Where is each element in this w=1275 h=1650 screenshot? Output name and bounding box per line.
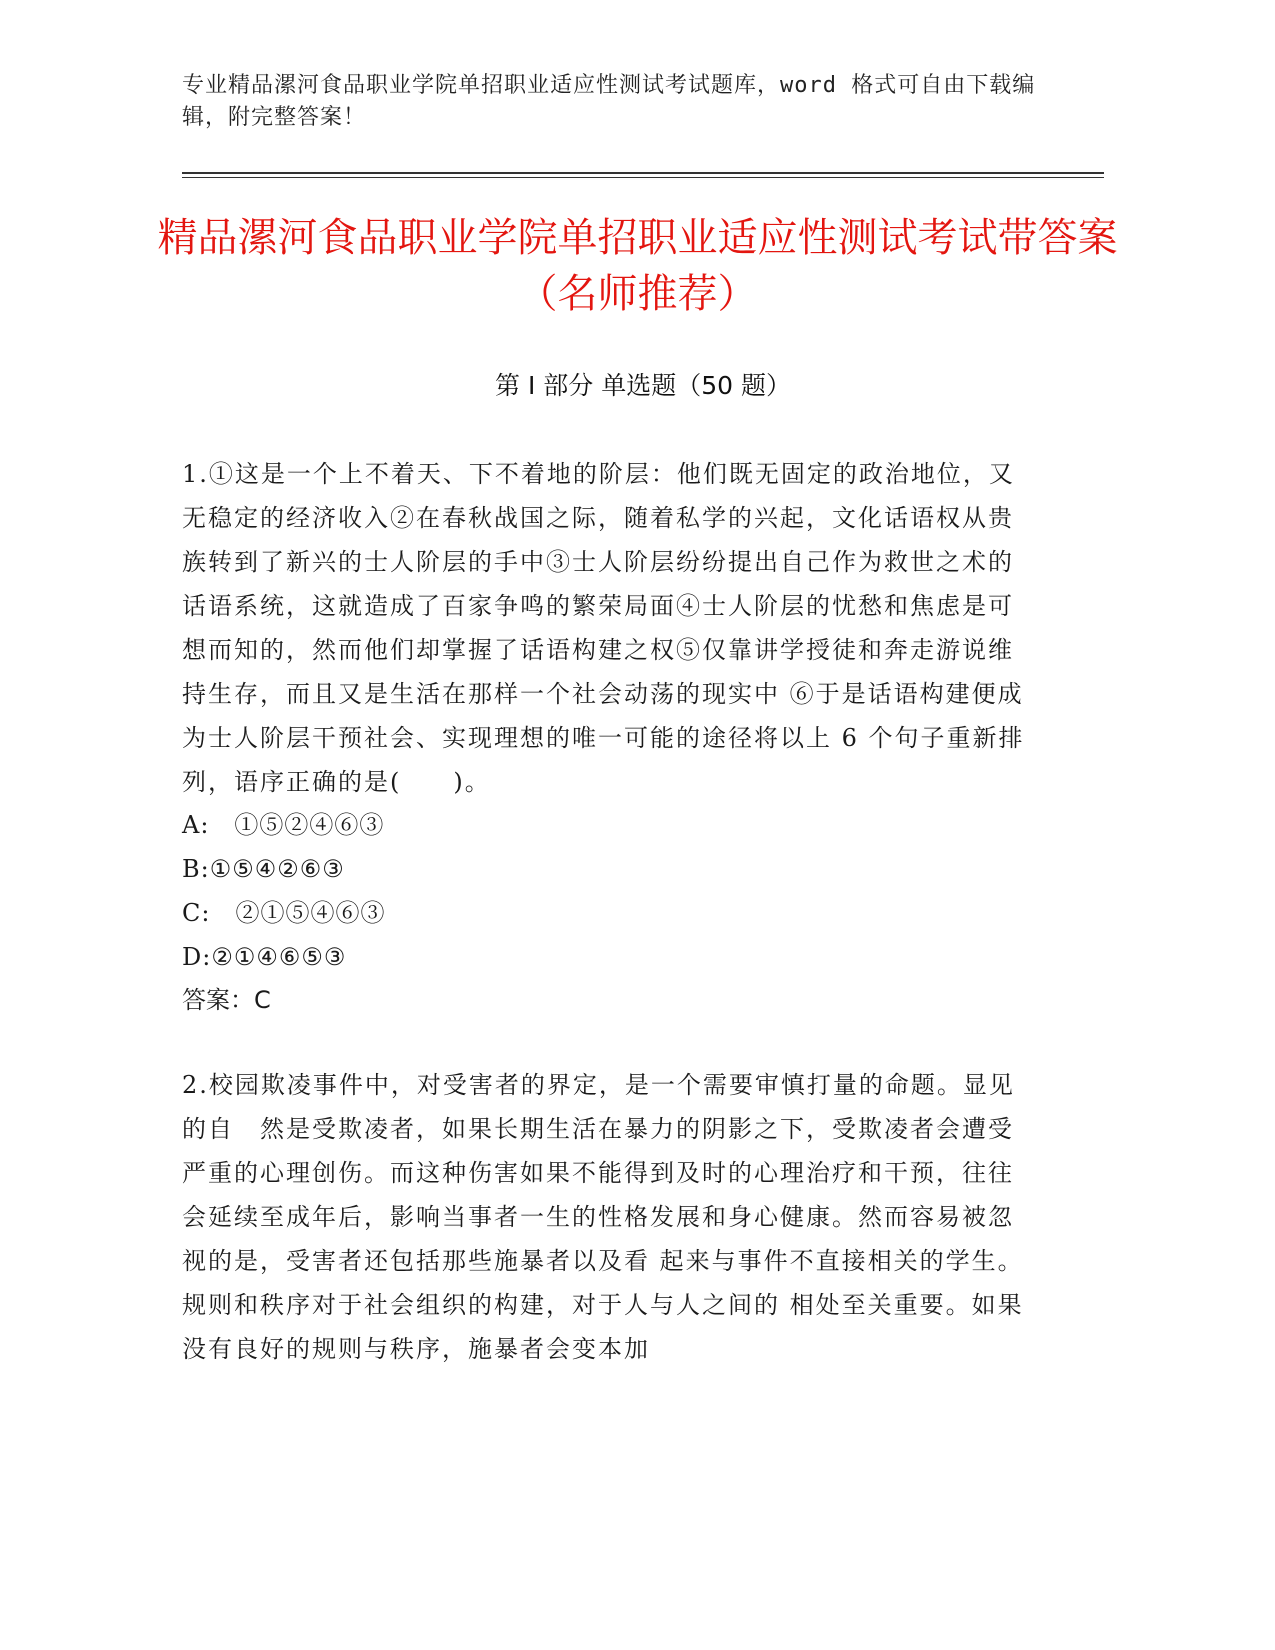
question-1-text: 1.①这是一个上不着天、下不着地的阶层：他们既无固定的政治地位，又无稳定的经济收入②在春秋战国之际，随着私学的兴起，文化话语权从贵族转到了新兴的士人阶层的手中③士人阶层纷纷提出自己作为救世之术的话语系统，这就造成了百家争鸣的繁荣局面④士人阶层的忧愁和焦虑是可想而知的，然而他们却掌握了话语构建之权⑤仅靠讲学授徒和奔走游说维持生存，而且又是生活在那样一个社会动荡的现实中 ⑥于是话语构建便成为士人阶层干预社会、实现理想的唯一可能的途径将以上 6 个句子重新排列，语序正确的是( )。 — [182, 460, 1025, 796]
question-1-option-c: C: ②①⑤④⑥③ — [182, 899, 386, 927]
header-divider-thick — [182, 172, 1104, 174]
question-1-option-b: B:①⑤④②⑥③ — [182, 855, 345, 883]
document-title: 精品漯河食品职业学院单招职业适应性测试考试带答案（名师推荐） — [157, 215, 1118, 317]
question-1-option-d: D:②①④⑥⑤③ — [182, 943, 347, 971]
section-heading: 第 I 部分 单选题（50 题） — [495, 371, 791, 400]
header-note: 专业精品漯河食品职业学院单招职业适应性测试考试题库，word 格式可自由下载编辑，附完整答案！ — [182, 73, 1036, 130]
question-1-option-a: A: ①⑤②④⑥③ — [182, 811, 385, 839]
header-divider-thin — [182, 177, 1104, 178]
question-1-answer: 答案：C — [182, 986, 271, 1014]
question-2-text: 2.校园欺凌事件中，对受害者的界定，是一个需要审慎打量的命题。显见的自 然是受欺凌者，如果长期生活在暴力的阴影之下，受欺凌者会遭受严重的心理创伤。而这种伤害如果不能得到及时的心理治疗和干预，往往会延续至成年后，影响当事者一生的性格发展和身心健康。然而容易被忽视的是，受害者还包括那些施暴者以及看 起来与事件不直接相关的学生。规则和秩序对于社会组织的构建，对于人与人之间的 相处至关重要。如果没有良好的规则与秩序，施暴者会变本加 — [182, 1071, 1024, 1363]
